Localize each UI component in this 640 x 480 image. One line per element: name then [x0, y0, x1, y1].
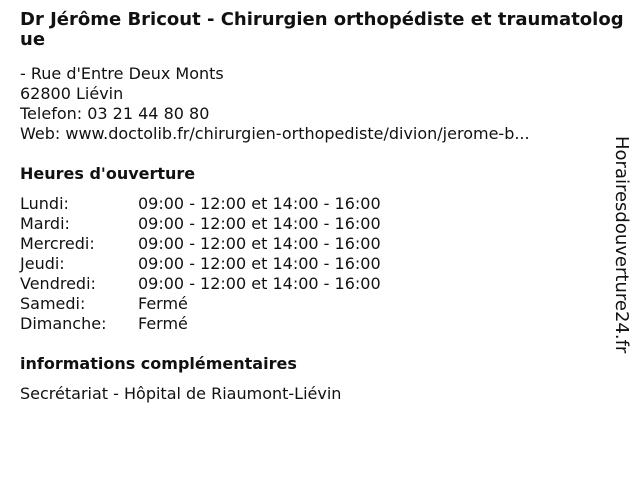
hours-time: 09:00 - 12:00 et 14:00 - 16:00: [138, 274, 381, 293]
hours-row-monday: [20, 194, 381, 214]
hours-day: Lundi:: [20, 194, 69, 213]
hours-time: Fermé: [138, 314, 188, 333]
hours-day: Mercredi:: [20, 234, 95, 253]
hours-time: Fermé: [138, 294, 188, 313]
hours-time: 09:00 - 12:00 et 14:00 - 16:00: [138, 194, 381, 213]
hours-time: 09:00 - 12:00 et 14:00 - 16:00: [138, 254, 381, 273]
address-street: - Rue d'Entre Deux Monts: [20, 64, 224, 83]
hours-row-thursday: [20, 254, 381, 274]
site-watermark: Horairesdouverture24.fr: [611, 136, 632, 354]
hours-day: Mardi:: [20, 214, 70, 233]
hours-time: 09:00 - 12:00 et 14:00 - 16:00: [138, 234, 381, 253]
hours-row-saturday: [20, 294, 381, 314]
hours-row-friday: [20, 274, 381, 294]
address-phone: Telefon: 03 21 44 80 80: [20, 104, 210, 123]
hours-row-tuesday: [20, 214, 381, 234]
hours-heading: Heures d'ouverture: [20, 164, 196, 183]
hours-time: 09:00 - 12:00 et 14:00 - 16:00: [138, 214, 381, 233]
info-heading: informations complémentaires: [20, 354, 297, 373]
hours-table: [20, 194, 381, 334]
hours-day: Jeudi:: [20, 254, 65, 273]
address-block: [20, 64, 610, 144]
page-title: Dr Jérôme Bricout - Chirurgien orthopédiste et traumatologue: [20, 9, 624, 50]
hours-day: Dimanche:: [20, 314, 107, 333]
address-city: 62800 Liévin: [20, 84, 124, 103]
hours-row-sunday: [20, 314, 381, 334]
hours-day: Vendredi:: [20, 274, 96, 293]
info-text: Secrétariat - Hôpital de Riaumont-Liévin: [20, 384, 342, 403]
hours-row-wednesday: [20, 234, 381, 254]
address-web: Web: www.doctolib.fr/chirurgien-orthopediste/divion/jerome-b...: [20, 124, 530, 143]
hours-day: Samedi:: [20, 294, 86, 313]
